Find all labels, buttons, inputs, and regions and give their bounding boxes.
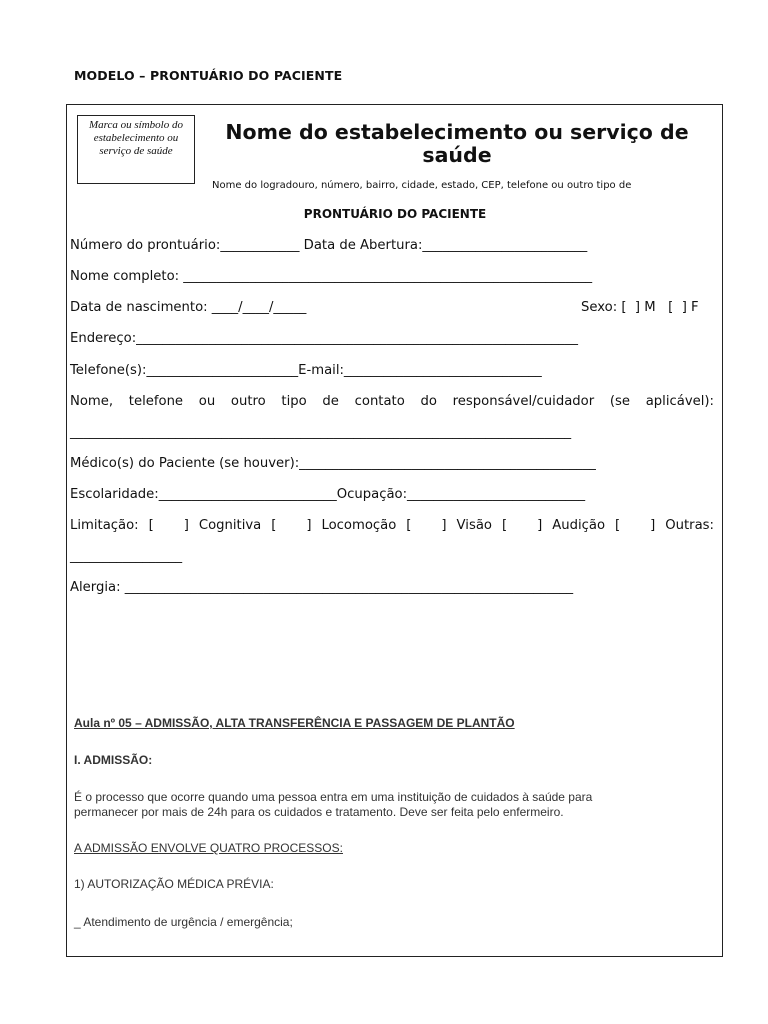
admission-paragraph-line-1: É o processo que ocorre quando uma pessoa entra em uma instituição de cuidados à saúde para xyxy=(74,790,593,804)
logo-placeholder: Marca ou símbolo do estabelecimento ou serviço de saúde xyxy=(77,115,195,184)
processes-heading: A ADMISSÃO ENVOLVE QUATRO PROCESSOS: xyxy=(74,841,343,855)
establishment-address: Nome do logradouro, número, bairro, cidade, estado, CEP, telefone ou outro tipo de xyxy=(212,180,632,190)
model-label: MODELO – PRONTUÁRIO DO PACIENTE xyxy=(74,68,343,83)
phone-email-field[interactable]: Telefone(s):_______________________E-mail:______________________________ xyxy=(70,363,542,378)
education-occupation-field[interactable]: Escolaridade:___________________________Ocupação:___________________________ xyxy=(70,487,586,502)
full-name-field[interactable]: Nome completo: ______________________________________________________________ xyxy=(70,269,593,284)
responsible-contact-field[interactable]: ____________________________________________________________________________ xyxy=(70,425,572,440)
limitation-other-field[interactable]: _________________ xyxy=(70,549,183,564)
limitation-checkboxes[interactable]: Limitação: [ ] Cognitiva [ ] Locomoção [ ] Visão [ ] Audição [ ] Outras: xyxy=(70,518,714,533)
process-item-1: 1) AUTORIZAÇÃO MÉDICA PRÉVIA: xyxy=(74,877,274,891)
address-field[interactable]: Endereço:___________________________________________________________________ xyxy=(70,331,578,346)
doctor-field[interactable]: Médico(s) do Paciente (se houver):_____________________________________________ xyxy=(70,456,596,471)
admission-paragraph-line-2: permanecer por mais de 24h para os cuidados e tratamento. Deve ser feita pelo enfermeiro. xyxy=(74,805,564,819)
sex-checkboxes[interactable]: Sexo: [ ] M [ ] F xyxy=(581,300,699,315)
responsible-contact-label: Nome, telefone ou outro tipo de contato do responsável/cuidador (se aplicável): xyxy=(70,394,714,409)
admission-heading: I. ADMISSÃO: xyxy=(74,753,153,767)
lesson-title: Aula nº 05 – ADMISSÃO, ALTA TRANSFERÊNCIA E PASSAGEM DE PLANTÃO xyxy=(74,716,515,730)
allergy-field[interactable]: Alergia: ____________________________________________________________________ xyxy=(70,580,574,595)
establishment-name: Nome do estabelecimento ou serviço de saúde xyxy=(225,120,689,167)
record-number-field[interactable]: Número do prontuário:____________ Data de Abertura:_________________________ xyxy=(70,238,588,253)
form-title: PRONTUÁRIO DO PACIENTE xyxy=(303,207,487,221)
birth-date-field[interactable]: Data de nascimento: ____/____/_____ xyxy=(70,300,307,315)
process-item-1-sub: _ Atendimento de urgência / emergência; xyxy=(74,915,293,929)
